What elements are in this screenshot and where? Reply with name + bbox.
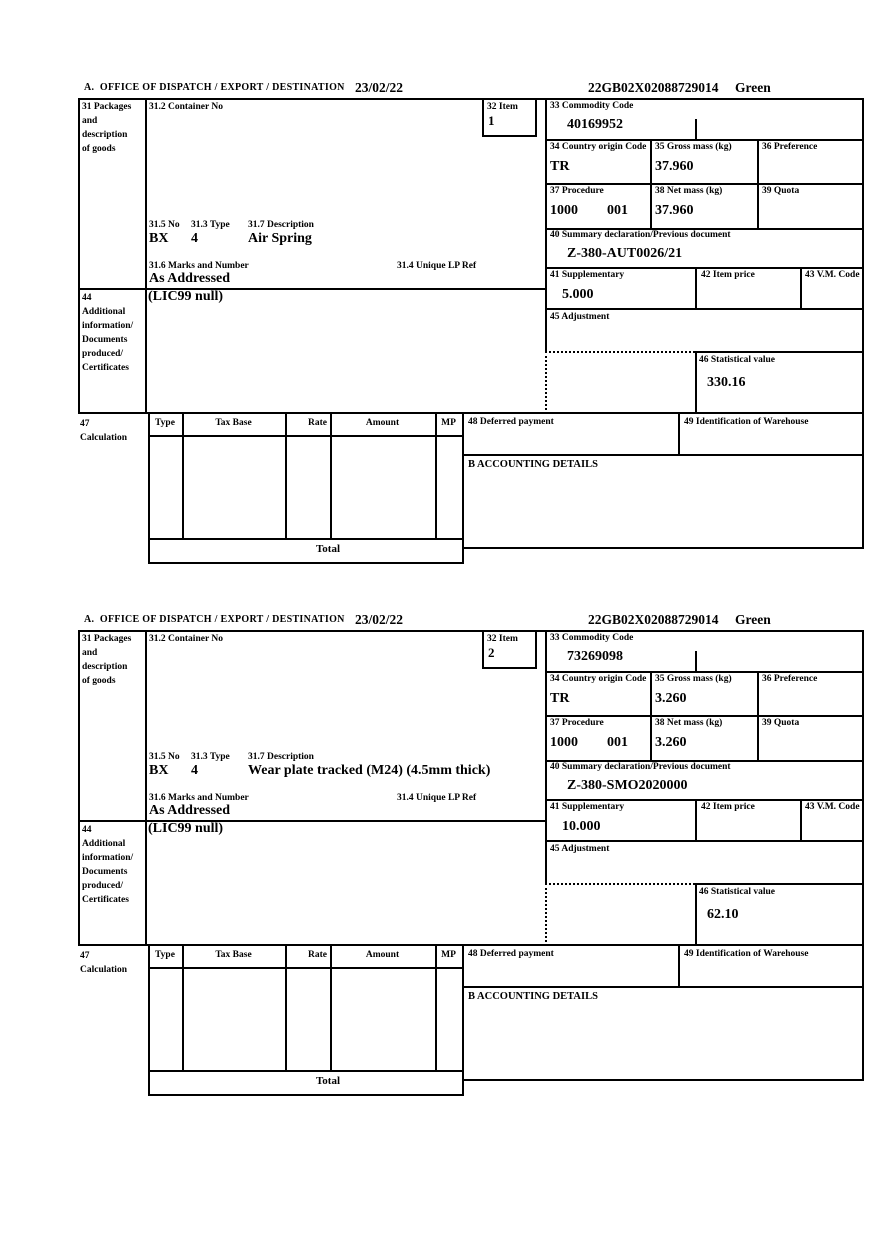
calc-col-amount: Amount bbox=[365, 418, 400, 428]
routing-status: Green bbox=[735, 80, 771, 95]
grid-line bbox=[650, 715, 652, 762]
grid-line bbox=[285, 412, 287, 538]
statistical-value-label: 46 Statistical value bbox=[699, 887, 775, 897]
grid-line bbox=[545, 799, 864, 801]
calc-col-type: Type bbox=[155, 950, 175, 960]
warehouse-label: 49 Identification of Warehouse bbox=[684, 949, 809, 959]
procedure-label: 37 Procedure bbox=[550, 186, 604, 196]
deferred-payment-label: 48 Deferred payment bbox=[468, 949, 554, 959]
previous-document-value: Z-380-SMO2020000 bbox=[567, 778, 688, 793]
declaration-date: 23/02/22 bbox=[355, 612, 404, 627]
statistical-value-label: 46 Statistical value bbox=[699, 355, 775, 365]
item-price-label: 42 Item price bbox=[701, 802, 755, 812]
marks-value: As Addressed bbox=[149, 803, 231, 818]
item-number-value: 2 bbox=[488, 645, 495, 660]
description-label: 31.7 Description bbox=[248, 752, 314, 762]
grid-line bbox=[757, 183, 759, 230]
summary-declaration-label: 40 Summary declaration/Previous document bbox=[550, 762, 731, 772]
dotted-line bbox=[545, 883, 547, 946]
declaration-mrn: 22GB02X02088729014 bbox=[588, 80, 719, 95]
grid-line bbox=[800, 267, 802, 310]
lp-ref-label: 31.4 Unique LP Ref bbox=[397, 793, 477, 803]
packages-no-value: BX bbox=[149, 763, 169, 778]
country-origin-value: TR bbox=[550, 159, 570, 174]
procedure-extra-value: 001 bbox=[607, 203, 628, 218]
calc-col-tax-base: Tax Base bbox=[215, 950, 252, 960]
net-mass-value: 3.260 bbox=[655, 735, 687, 750]
net-mass-value: 37.960 bbox=[655, 203, 694, 218]
grid-line bbox=[148, 435, 464, 437]
box44-label: 44 Additional information/ Documents produced/ Certificates bbox=[82, 825, 134, 905]
packages-no-label: 31.5 No bbox=[149, 220, 180, 230]
office-of-dispatch-heading: A. OFFICE OF DISPATCH / EXPORT / DESTINATION bbox=[84, 614, 345, 625]
grid-line bbox=[650, 139, 652, 185]
country-origin-label: 34 Country origin Code bbox=[550, 674, 647, 684]
item-number-box bbox=[482, 98, 537, 137]
procedure-label: 37 Procedure bbox=[550, 718, 604, 728]
grid-line bbox=[695, 351, 697, 414]
accounting-details-box bbox=[462, 986, 864, 1081]
grid-line bbox=[695, 883, 697, 946]
grid-line bbox=[800, 799, 802, 842]
box44-label: 44 Additional information/ Documents produced/ Certificates bbox=[82, 293, 134, 373]
deferred-payment-label: 48 Deferred payment bbox=[468, 417, 554, 427]
dotted-line bbox=[545, 351, 695, 353]
goods-description-value: Air Spring bbox=[248, 231, 312, 246]
warehouse-label: 49 Identification of Warehouse bbox=[684, 417, 809, 427]
accounting-details-label: B ACCOUNTING DETAILS bbox=[468, 459, 598, 470]
commodity-code-label: 33 Commodity Code bbox=[550, 633, 634, 643]
grid-line bbox=[148, 967, 464, 969]
warehouse-box bbox=[678, 944, 864, 988]
box47-label: 47 Calculation bbox=[80, 419, 127, 443]
previous-document-value: Z-380-AUT0026/21 bbox=[567, 246, 683, 261]
grid-line bbox=[695, 351, 864, 353]
calc-col-mp: MP bbox=[441, 418, 456, 428]
calc-col-type: Type bbox=[155, 418, 175, 428]
item-number-value: 1 bbox=[488, 113, 495, 128]
calculation-table bbox=[148, 944, 464, 1072]
procedure-extra-value: 001 bbox=[607, 735, 628, 750]
box31-label: 31 Packages and description of goods bbox=[82, 634, 132, 686]
item-price-label: 42 Item price bbox=[701, 270, 755, 280]
net-mass-label: 38 Net mass (kg) bbox=[655, 718, 723, 728]
statistical-value: 62.10 bbox=[707, 907, 739, 922]
quota-label: 39 Quota bbox=[762, 186, 800, 196]
marks-label: 31.6 Marks and Number bbox=[149, 793, 249, 803]
grid-line bbox=[545, 98, 547, 353]
marks-label: 31.6 Marks and Number bbox=[149, 261, 249, 271]
gross-mass-label: 35 Gross mass (kg) bbox=[655, 142, 732, 152]
total-label: Total bbox=[315, 543, 341, 555]
gross-mass-value: 3.260 bbox=[655, 691, 687, 706]
commodity-code-value: 40169952 bbox=[567, 117, 623, 132]
container-no-label: 31.2 Container No bbox=[149, 102, 223, 112]
grid-line bbox=[545, 267, 864, 269]
box47-label: 47 Calculation bbox=[80, 951, 127, 975]
grid-line bbox=[182, 944, 184, 1070]
net-mass-label: 38 Net mass (kg) bbox=[655, 186, 723, 196]
additional-info-value: (LIC99 null) bbox=[148, 289, 224, 304]
grid-line bbox=[757, 139, 759, 185]
grid-line bbox=[545, 715, 864, 717]
supplementary-label: 41 Supplementary bbox=[550, 802, 625, 812]
total-label: Total bbox=[315, 1075, 341, 1087]
grid-line bbox=[695, 799, 697, 842]
grid-line bbox=[695, 267, 697, 310]
box31-label: 31 Packages and description of goods bbox=[82, 102, 132, 154]
summary-declaration-label: 40 Summary declaration/Previous document bbox=[550, 230, 731, 240]
packages-type-label: 31.3 Type bbox=[191, 752, 230, 762]
grid-line bbox=[545, 139, 864, 141]
routing-status: Green bbox=[735, 612, 771, 627]
grid-line bbox=[757, 671, 759, 717]
office-of-dispatch-heading: A. OFFICE OF DISPATCH / EXPORT / DESTINATION bbox=[84, 82, 345, 93]
supplementary-value: 10.000 bbox=[562, 819, 601, 834]
marks-value: As Addressed bbox=[149, 271, 231, 286]
item-2-section bbox=[78, 613, 868, 1103]
vm-code-label: 43 V.M. Code bbox=[805, 270, 860, 280]
packages-no-value: BX bbox=[149, 231, 169, 246]
grid-line bbox=[757, 715, 759, 762]
vm-code-label: 43 V.M. Code bbox=[805, 802, 860, 812]
grid-line bbox=[145, 98, 147, 414]
grid-line bbox=[435, 944, 437, 1070]
container-no-label: 31.2 Container No bbox=[149, 634, 223, 644]
packages-type-value: 4 bbox=[191, 231, 198, 246]
calc-col-mp: MP bbox=[441, 950, 456, 960]
grid-line bbox=[650, 671, 652, 717]
grid-line bbox=[695, 883, 864, 885]
calc-col-amount: Amount bbox=[365, 950, 400, 960]
grid-line bbox=[545, 671, 864, 673]
item-label: 32 Item bbox=[487, 634, 518, 644]
grid-line bbox=[545, 308, 864, 310]
commodity-code-separator bbox=[695, 119, 697, 141]
lp-ref-label: 31.4 Unique LP Ref bbox=[397, 261, 477, 271]
item-label: 32 Item bbox=[487, 102, 518, 112]
statistical-value: 330.16 bbox=[707, 375, 746, 390]
commodity-code-label: 33 Commodity Code bbox=[550, 101, 634, 111]
additional-info-value: (LIC99 null) bbox=[148, 821, 224, 836]
quota-label: 39 Quota bbox=[762, 718, 800, 728]
preference-label: 36 Preference bbox=[762, 142, 818, 152]
procedure-value: 1000 bbox=[550, 735, 578, 750]
main-box bbox=[78, 630, 864, 946]
goods-description-value: Wear plate tracked (M24) (4.5mm thick) bbox=[248, 763, 491, 778]
adjustment-label: 45 Adjustment bbox=[550, 844, 610, 854]
accounting-details-box bbox=[462, 454, 864, 549]
grid-line bbox=[545, 840, 864, 842]
calc-col-tax-base: Tax Base bbox=[215, 418, 252, 428]
item-1-section bbox=[78, 81, 868, 571]
packages-type-label: 31.3 Type bbox=[191, 220, 230, 230]
grid-line bbox=[182, 412, 184, 538]
commodity-code-value: 73269098 bbox=[567, 649, 623, 664]
warehouse-box bbox=[678, 412, 864, 456]
calc-col-rate: Rate bbox=[308, 950, 327, 960]
grid-line bbox=[145, 630, 147, 946]
deferred-payment-box bbox=[462, 412, 680, 456]
gross-mass-value: 37.960 bbox=[655, 159, 694, 174]
deferred-payment-box bbox=[462, 944, 680, 988]
commodity-code-separator bbox=[695, 651, 697, 673]
declaration-mrn: 22GB02X02088729014 bbox=[588, 612, 719, 627]
supplementary-value: 5.000 bbox=[562, 287, 594, 302]
main-box bbox=[78, 98, 864, 414]
grid-line bbox=[330, 944, 332, 1070]
declaration-date: 23/02/22 bbox=[355, 80, 404, 95]
item-number-box bbox=[482, 630, 537, 669]
dotted-line bbox=[545, 351, 547, 414]
grid-line bbox=[435, 412, 437, 538]
country-origin-label: 34 Country origin Code bbox=[550, 142, 647, 152]
adjustment-label: 45 Adjustment bbox=[550, 312, 610, 322]
preference-label: 36 Preference bbox=[762, 674, 818, 684]
dotted-line bbox=[545, 883, 695, 885]
supplementary-label: 41 Supplementary bbox=[550, 270, 625, 280]
packages-no-label: 31.5 No bbox=[149, 752, 180, 762]
description-label: 31.7 Description bbox=[248, 220, 314, 230]
grid-line bbox=[285, 944, 287, 1070]
accounting-details-label: B ACCOUNTING DETAILS bbox=[468, 991, 598, 1002]
country-origin-value: TR bbox=[550, 691, 570, 706]
grid-line bbox=[545, 630, 547, 885]
grid-line bbox=[330, 412, 332, 538]
calculation-table bbox=[148, 412, 464, 540]
gross-mass-label: 35 Gross mass (kg) bbox=[655, 674, 732, 684]
calc-col-rate: Rate bbox=[308, 418, 327, 428]
procedure-value: 1000 bbox=[550, 203, 578, 218]
packages-type-value: 4 bbox=[191, 763, 198, 778]
grid-line bbox=[545, 183, 864, 185]
grid-line bbox=[650, 183, 652, 230]
